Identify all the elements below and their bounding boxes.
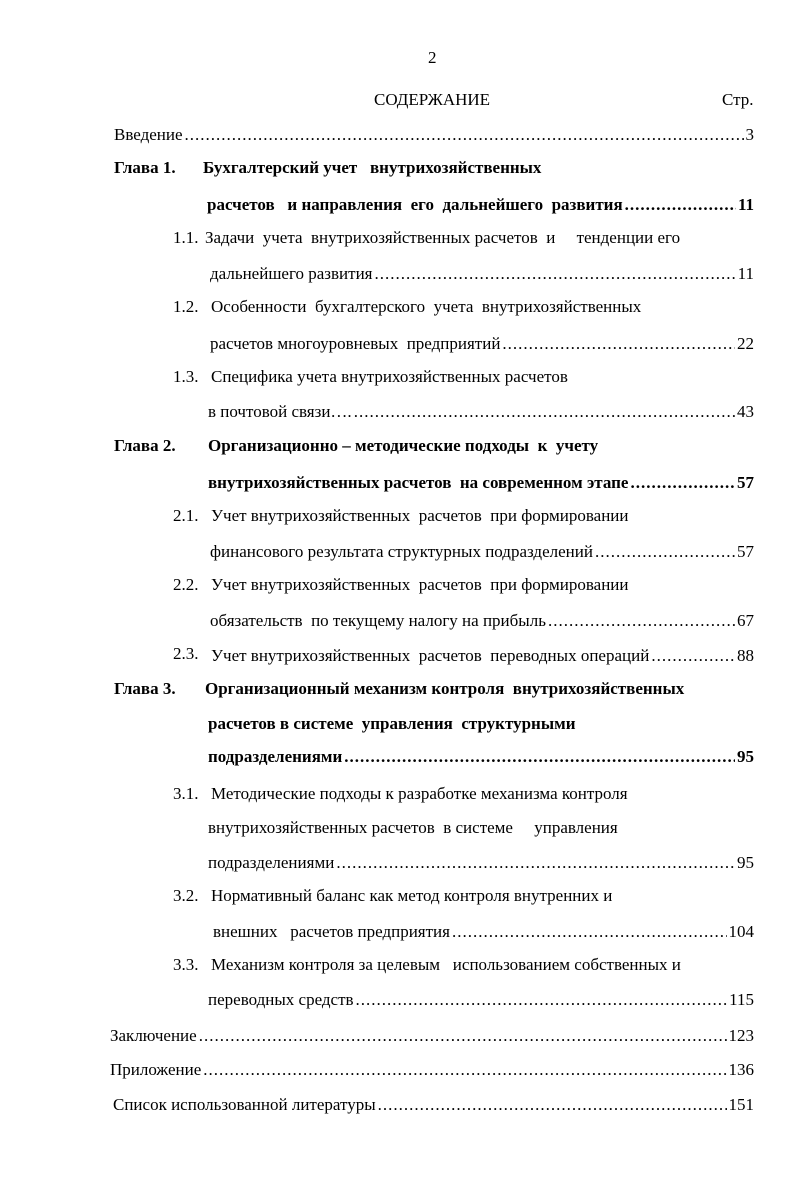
toc-entry-references[interactable]	[113, 1093, 754, 1117]
dot-leader	[452, 920, 727, 944]
chapter-3-label: Глава 3.	[114, 679, 176, 698]
section-3-2-number: 3.2.	[173, 886, 199, 905]
entry-title: финансового результата структурных подразделений	[210, 542, 593, 561]
section-1-1-title-line1[interactable]: Задачи учета внутрихозяйственных расчетов и тенденции его	[205, 228, 681, 247]
dot-leader	[354, 400, 735, 424]
chapter-3-title-line1[interactable]: Организационный механизм контроля внутрихозяйственных	[205, 679, 685, 698]
dot-leader	[375, 262, 736, 286]
entry-title: в почтовой связи….	[208, 402, 352, 421]
dot-leader	[203, 1058, 726, 1082]
entry-title: обязательств по текущему налогу на прибыль	[210, 611, 546, 630]
section-1-3-number: 1.3.	[173, 367, 199, 386]
entry-title: Заключение	[110, 1026, 197, 1045]
entry-title: дальнейшего развития	[210, 264, 373, 283]
entry-page: 95	[737, 853, 754, 872]
entry-page: 22	[737, 334, 754, 353]
entry-title: подразделениями	[208, 853, 335, 872]
section-3-1-title-line2[interactable]: внутрихозяйственных расчетов в системе управления	[208, 818, 618, 837]
toc-entry-introduction[interactable]	[114, 123, 754, 147]
chapter-3-title-line2[interactable]: расчетов в системе управления структурными	[208, 714, 576, 733]
entry-title: подразделениями	[208, 747, 343, 766]
chapter-2-title-line1[interactable]: Организационно – методические подходы к учету	[208, 436, 599, 455]
entry-page: 151	[728, 1095, 754, 1114]
dot-leader	[185, 123, 744, 147]
section-1-2-number: 1.2.	[173, 297, 199, 316]
dot-leader	[651, 644, 735, 668]
entry-page: 115	[729, 990, 754, 1009]
dot-leader	[199, 1024, 727, 1048]
toc-entry-chapter-2[interactable]	[208, 471, 754, 495]
entry-page: 57	[737, 542, 754, 561]
toc-entry-appendix[interactable]	[110, 1058, 754, 1082]
dot-leader	[336, 851, 735, 875]
entry-page: 43	[737, 402, 754, 421]
toc-entry-1-1[interactable]	[210, 262, 754, 286]
section-3-2-title-line1[interactable]: Нормативный баланс как метод контроля внутренних и	[211, 886, 613, 905]
toc-entry-2-2[interactable]	[210, 609, 754, 633]
toc-entry-3-3[interactable]	[208, 988, 754, 1012]
entry-page: 57	[737, 473, 754, 492]
toc-entry-2-1[interactable]	[210, 540, 754, 564]
page-number: 2	[428, 48, 437, 67]
section-2-2-number: 2.2.	[173, 575, 199, 594]
section-3-1-title-line1[interactable]: Методические подходы к разработке механизма контроля	[211, 784, 628, 803]
entry-page: 104	[728, 922, 754, 941]
section-1-3-title-line1[interactable]: Специфика учета внутрихозяйственных расчетов	[211, 367, 568, 386]
page-column-label: Стр.	[722, 90, 754, 109]
toc-entry-1-3[interactable]	[208, 400, 754, 424]
entry-title: переводных средств	[208, 990, 354, 1009]
entry-page: 88	[737, 646, 754, 665]
entry-title: расчетов и направления его дальнейшего развития	[207, 195, 623, 214]
dot-leader	[378, 1093, 727, 1117]
section-3-3-number: 3.3.	[173, 955, 199, 974]
toc-entry-3-1[interactable]	[208, 851, 754, 875]
toc-entry-1-2[interactable]	[210, 332, 754, 356]
section-2-1-title-line1[interactable]: Учет внутрихозяйственных расчетов при формировании	[211, 506, 629, 525]
entry-page: 3	[745, 125, 754, 144]
section-1-1-number: 1.1.	[173, 228, 199, 247]
entry-title: Список использованной литературы	[113, 1095, 376, 1114]
entry-page: 95	[737, 747, 754, 766]
entry-title: внутрихозяйственных расчетов на современном этапе	[208, 473, 629, 492]
toc-entry-3-2[interactable]	[213, 920, 754, 944]
dot-leader	[502, 332, 735, 356]
entry-title: внешних расчетов предприятия	[213, 922, 450, 941]
entry-page: 123	[728, 1026, 754, 1045]
toc-entry-chapter-1[interactable]	[207, 193, 754, 217]
section-3-1-number: 3.1.	[173, 784, 199, 803]
entry-title: Учет внутрихозяйственных расчетов переводных операций	[211, 646, 650, 665]
section-2-3-number: 2.3.	[173, 644, 199, 663]
section-1-2-title-line1[interactable]: Особенности бухгалтерского учета внутрихозяйственных	[211, 297, 642, 316]
dot-leader	[595, 540, 735, 564]
toc-entry-2-3[interactable]	[211, 644, 754, 668]
dot-leader	[630, 471, 735, 495]
dot-leader	[356, 988, 728, 1012]
entry-title: Приложение	[110, 1060, 202, 1079]
section-3-3-title-line1[interactable]: Механизм контроля за целевым использованием собственных и	[211, 955, 681, 974]
toc-entry-chapter-3[interactable]	[208, 745, 754, 769]
chapter-2-label: Глава 2.	[114, 436, 176, 455]
toc-heading: СОДЕРЖАНИЕ	[374, 90, 491, 109]
entry-title: расчетов многоуровневых предприятий	[210, 334, 501, 353]
section-2-2-title-line1[interactable]: Учет внутрихозяйственных расчетов при формировании	[211, 575, 629, 594]
entry-title: Введение	[114, 125, 183, 144]
entry-page: 11	[737, 195, 754, 214]
entry-page: 67	[737, 611, 754, 630]
entry-page: 136	[728, 1060, 754, 1079]
chapter-1-title-line1[interactable]: Бухгалтерский учет внутрихозяйственных	[203, 158, 542, 177]
section-2-1-number: 2.1.	[173, 506, 199, 525]
chapter-1-label: Глава 1.	[114, 158, 176, 177]
dot-leader	[344, 745, 735, 769]
dot-leader	[548, 609, 735, 633]
dot-leader	[625, 193, 736, 217]
entry-page: 11	[737, 264, 754, 283]
toc-entry-conclusion[interactable]	[110, 1024, 754, 1048]
